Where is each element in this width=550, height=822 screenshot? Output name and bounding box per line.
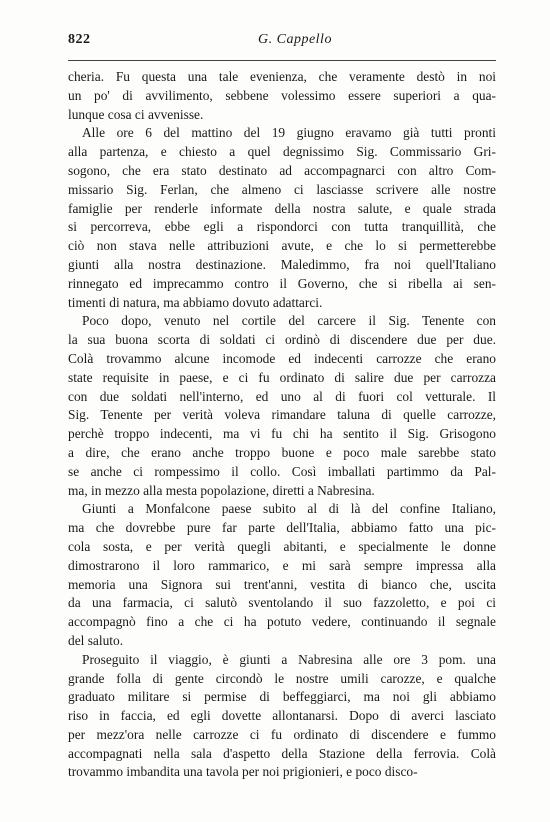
text-line: timenti di natura, ma abbiamo dovuto adattarci. xyxy=(68,294,323,310)
text-line: missario Sig. Ferlan, che almeno ci lasciasse scrivere alle nostre xyxy=(68,181,496,197)
text-line: a dire, che erano anche troppo buone e poco male sarebbe stato xyxy=(68,444,496,460)
paragraph xyxy=(68,651,496,783)
text-line: Poco dopo, venuto nel cortile del carcere il Sig. Tenente con xyxy=(82,313,496,329)
text-line: per mezz'ora nelle carrozze ci fu ordinato di discendere e fummo xyxy=(68,726,496,742)
text-line: Alle ore 6 del mattino del 19 giugno eravamo già tutti pronti xyxy=(82,125,496,141)
text-line: Giunti a Monfalcone paese subito al di là del confine Italiano, xyxy=(82,501,496,517)
text-line: Colà trovammo alcune incomode ed indecenti carrozze che erano xyxy=(68,350,496,366)
paragraph xyxy=(68,124,496,312)
paragraph xyxy=(68,500,496,650)
text-line: accompagnati nella sala d'aspetto della Stazione della ferrovia. Colà xyxy=(68,745,496,761)
text-line: se anche ci rompessimo il collo. Così imballati partimmo da Pal- xyxy=(68,463,496,479)
text-line: Proseguito il viaggio, è giunti a Nabresina alle ore 3 pom. una xyxy=(82,651,496,667)
page-header xyxy=(68,32,496,52)
text-line: del saluto. xyxy=(68,632,124,648)
text-line: sogono, che era stato destinato ad accompagnarci con altro Com- xyxy=(68,162,496,178)
text-line: perchè troppo indecenti, ma vi fu chi ha sentito il Sig. Grisogono xyxy=(68,426,496,442)
text-line: con due soldati nell'interno, ed uno al di fuori col vetturale. Il xyxy=(68,388,496,404)
text-line: memoria una Signora sui trent'anni, vestita di bianco che, uscita xyxy=(68,576,496,592)
text-line: da una farmacia, ci salutò sventolando il suo fazzoletto, e poi ci xyxy=(68,595,496,611)
text-line: accompagnò fino a che ci ha potuto vedere, continuando il segnale xyxy=(68,614,496,630)
text-line: lunque cosa ci avvenisse. xyxy=(68,106,204,122)
running-head: G. Cappello xyxy=(258,32,332,47)
text-line: la sua buona scorta di soldati ci ordinò di discendere due per due. xyxy=(68,332,496,348)
text-line: grande folla di gente circondò le nostre umili carozze, e qualche xyxy=(68,670,496,686)
text-line: cola sosta, e per verità quegli abitanti, e specialmente le donne xyxy=(68,538,496,554)
text-line: Sig. Tenente per verità voleva rimandare taluna di quelle carrozze, xyxy=(68,407,496,423)
text-line: rinnegato ed imprecammo contro il Governo, che si ribella ai sen- xyxy=(68,275,496,291)
text-line: ciò non stava nelle attribuzioni avute, e che lo si permetterebbe xyxy=(68,238,496,254)
body-text xyxy=(68,68,496,782)
text-line: giunti alla nostra destinazione. Maledimmo, fra noi quell'Italiano xyxy=(68,256,496,272)
header-rule xyxy=(68,60,496,61)
text-line: ma che dovrebbe pure far parte dell'Italia, abbiamo fatto una pic- xyxy=(68,520,496,536)
text-line: famiglie per renderle informate della nostra salute, e quale strada xyxy=(68,200,496,216)
text-line: dimostrarono il loro rammarico, e mi sarà sempre impressa alla xyxy=(68,557,496,573)
text-line: un po' di avvilimento, sebbene volessimo essere superiori a qua- xyxy=(68,87,496,103)
text-line: riso in faccia, ed egli dovette allontanarsi. Dopo di averci lasciato xyxy=(68,708,496,724)
page-number: 822 xyxy=(68,32,91,47)
text-line: graduato militare si permise di beffeggiarci, ma noi gli abbiamo xyxy=(68,689,496,705)
text-line: alla partenza, e chiesto a quel degnissimo Sig. Commissario Gri- xyxy=(68,144,496,160)
text-line: si percorreva, ebbe egli a rispondorci con tutta tranquillità, che xyxy=(68,219,496,235)
paragraph xyxy=(68,68,496,124)
text-line: state requisite in paese, e ci fu ordinato di salire due per carrozza xyxy=(68,369,496,385)
text-line: cheria. Fu questa una tale evenienza, che veramente destò in noi xyxy=(68,69,496,84)
text-line: trovammo imbandita una tavola per noi prigionieri, e poco disco- xyxy=(68,764,418,780)
text-line: ma, in mezzo alla mesta popolazione, diretti a Nabresina. xyxy=(68,482,375,498)
paragraph xyxy=(68,312,496,500)
